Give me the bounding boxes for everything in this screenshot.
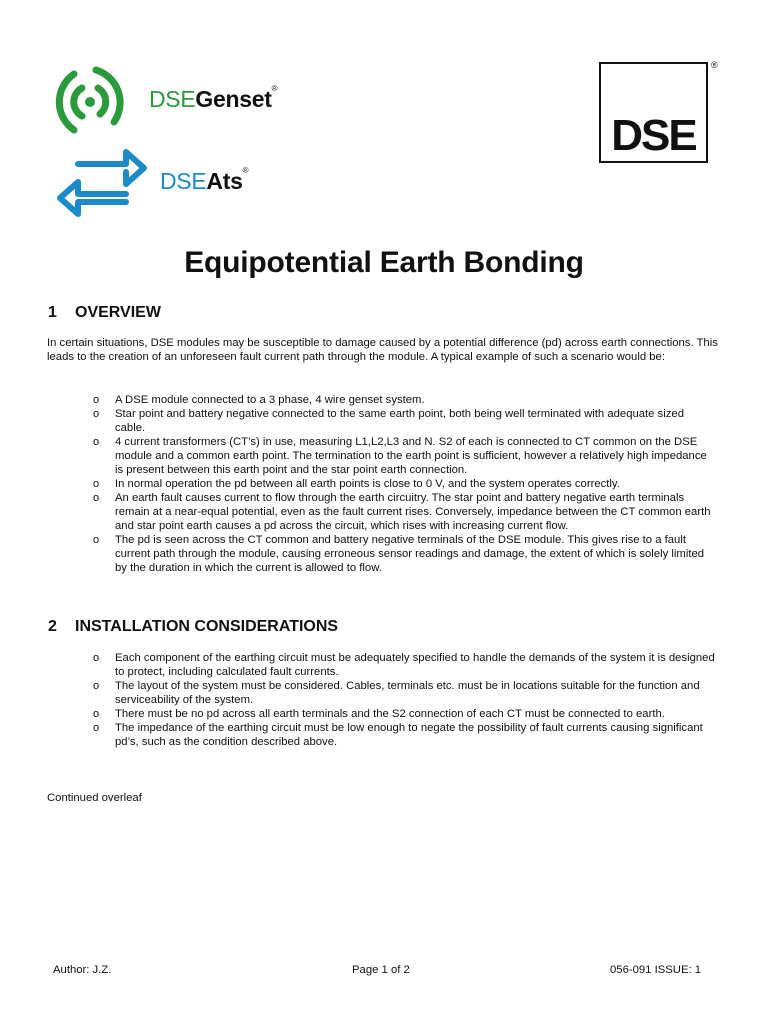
section-2-heading (48, 618, 338, 636)
dse-box-logo (599, 62, 708, 163)
section-1-number: 1 (48, 304, 57, 321)
list-item: o 4 current transformers (CT’s) in use, measuring L1,L2,L3 and N. S2 of each is connected to CT common on the DSE module and a common earth point. The termination to the earth point is sufficient, however a relatively high impedance is present between this earth point and the star point earth connection. (93, 436, 707, 476)
section-2-number: 2 (48, 618, 57, 635)
overview-list (0, 393, 768, 575)
section-1-title: OVERVIEW (75, 304, 161, 321)
dse-box-text: DSE (611, 111, 696, 160)
list-item: o There must be no pd across all earth terminals and the S2 connection of each CT must be connected to earth. (93, 708, 665, 720)
genset-emblem-icon (52, 64, 132, 140)
list-item: o Star point and battery negative connected to the same earth point, both being well terminated with adequate sized cable. (93, 408, 684, 434)
section-1-heading (48, 304, 161, 322)
footer-issue: 056-091 ISSUE: 1 (610, 964, 702, 976)
overview-intro: In certain situations, DSE modules may be susceptible to damage caused by a potential difference (pd) across earth connections. This leads to the creation of an unforeseen fault current path through the module. A typical example of such a scenario would be: (47, 337, 718, 363)
dse-genset-logo (52, 60, 312, 140)
list-item: o The impedance of the earthing circuit must be low enough to negate the possibility of fault currents causing significant pd’s, such as the condition described above. (93, 722, 703, 748)
footer-author: Author: J.Z. (53, 964, 112, 976)
footer-page-number: Page 1 of 2 (352, 964, 410, 976)
continued-note: Continued overleaf (47, 792, 142, 804)
dse-ats-logo (52, 142, 282, 217)
list-item: o An earth fault causes current to flow through the earth circuitry. The star point and battery negative earth terminals remain at a near-equal potential, even as the fault current rises. Conversely, impedance between the CT common earth and star point earth causes a pd across the circuit, which rises with increasing current flow. (93, 492, 711, 532)
list-item: o In normal operation the pd between all earth points is close to 0 V, and the system operates correctly. (93, 478, 620, 490)
ats-arrows-icon (52, 142, 152, 218)
document-title: Equipotential Earth Bonding (184, 246, 584, 279)
dse-registered-mark: ® (711, 60, 718, 70)
ats-wordmark: DSEAts® (160, 166, 249, 194)
list-item: o A DSE module connected to a 3 phase, 4 wire genset system. (93, 394, 425, 406)
genset-wordmark: DSEGenset® (149, 84, 278, 112)
installation-list (0, 651, 768, 749)
section-2-title: INSTALLATION CONSIDERATIONS (75, 618, 339, 635)
list-item: o The pd is seen across the CT common and battery negative terminals of the DSE module. This gives rise to a fault current path through the module, causing erroneous sensor readings and damage, the extent of which is solely limited by the duration in which the current is allowed to flow. (93, 534, 705, 574)
list-item: o Each component of the earthing circuit must be adequately specified to handle the demands of the system it is designed to protect, including calculated fault currents. (93, 652, 715, 678)
list-item: o The layout of the system must be considered. Cables, terminals etc. must be in locations suitable for the function and serviceability of the system. (93, 680, 700, 706)
